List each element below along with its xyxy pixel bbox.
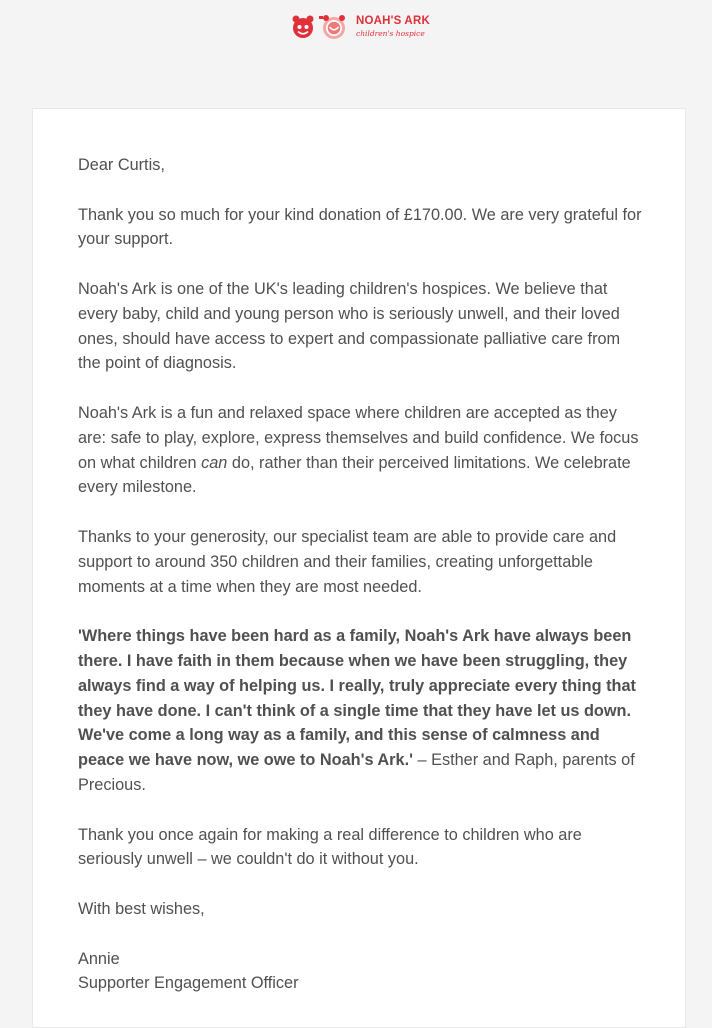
sign-off: With best wishes, [78,899,205,918]
logo-title: NOAH'S ARK [356,15,430,27]
signature-role: Supporter Engagement Officer [78,974,299,993]
noahs-ark-logo-icon [290,12,354,42]
email-card [32,108,686,1028]
letter-body [78,153,644,996]
noahs-ark-logo[interactable] [290,12,430,42]
thanks-paragraph: Thank you so much for your kind donation of £170.00. We are very grateful for your support. [78,205,642,249]
signature-name: Annie [78,949,120,968]
space-paragraph [78,401,644,500]
testimonial-quote: 'Where things have been hard as a family, Noah's Ark have always been there. I have faith in them because when we have been struggling, they always find a way of helping us. I really, truly appreciate every thing that they have done. I can't think of a single time that they have let us down. We've come a long way as a family, and this sense of calmness and peace we have now, we owe to Noah's Ark.' [78,627,636,770]
space-text-before: Noah's Ark is a fun and relaxed space where children are accepted as they are: safe to play, explore, express themselves and build confidence. We focus on what children [78,403,639,472]
impact-paragraph: Thanks to your generosity, our specialist team are able to provide care and support to around 350 children and their families, creating unforgettable moments at a time when they are most needed. [78,527,617,596]
testimonial-attribution: – Esther and Raph, parents of Precious. [78,751,635,794]
logo-subtitle: children's hospice [356,29,425,38]
greeting: Dear Curtis, [78,156,165,174]
space-text-after: do, rather than their perceived limitations. We celebrate every milestone. [78,453,631,497]
closing-thanks-paragraph: Thank you once again for making a real difference to children who are seriously unwell – we couldn't do it without you. [78,825,582,869]
email-header [0,0,712,108]
testimonial-paragraph [78,624,644,798]
about-paragraph: Noah's Ark is one of the UK's leading children's hospices. We believe that every baby, child and young person who is seriously unwell, and their loved ones, should have access to expert and compassionate palliative care from the point of diagnosis. [78,279,621,373]
space-emphasis: can [201,453,228,472]
